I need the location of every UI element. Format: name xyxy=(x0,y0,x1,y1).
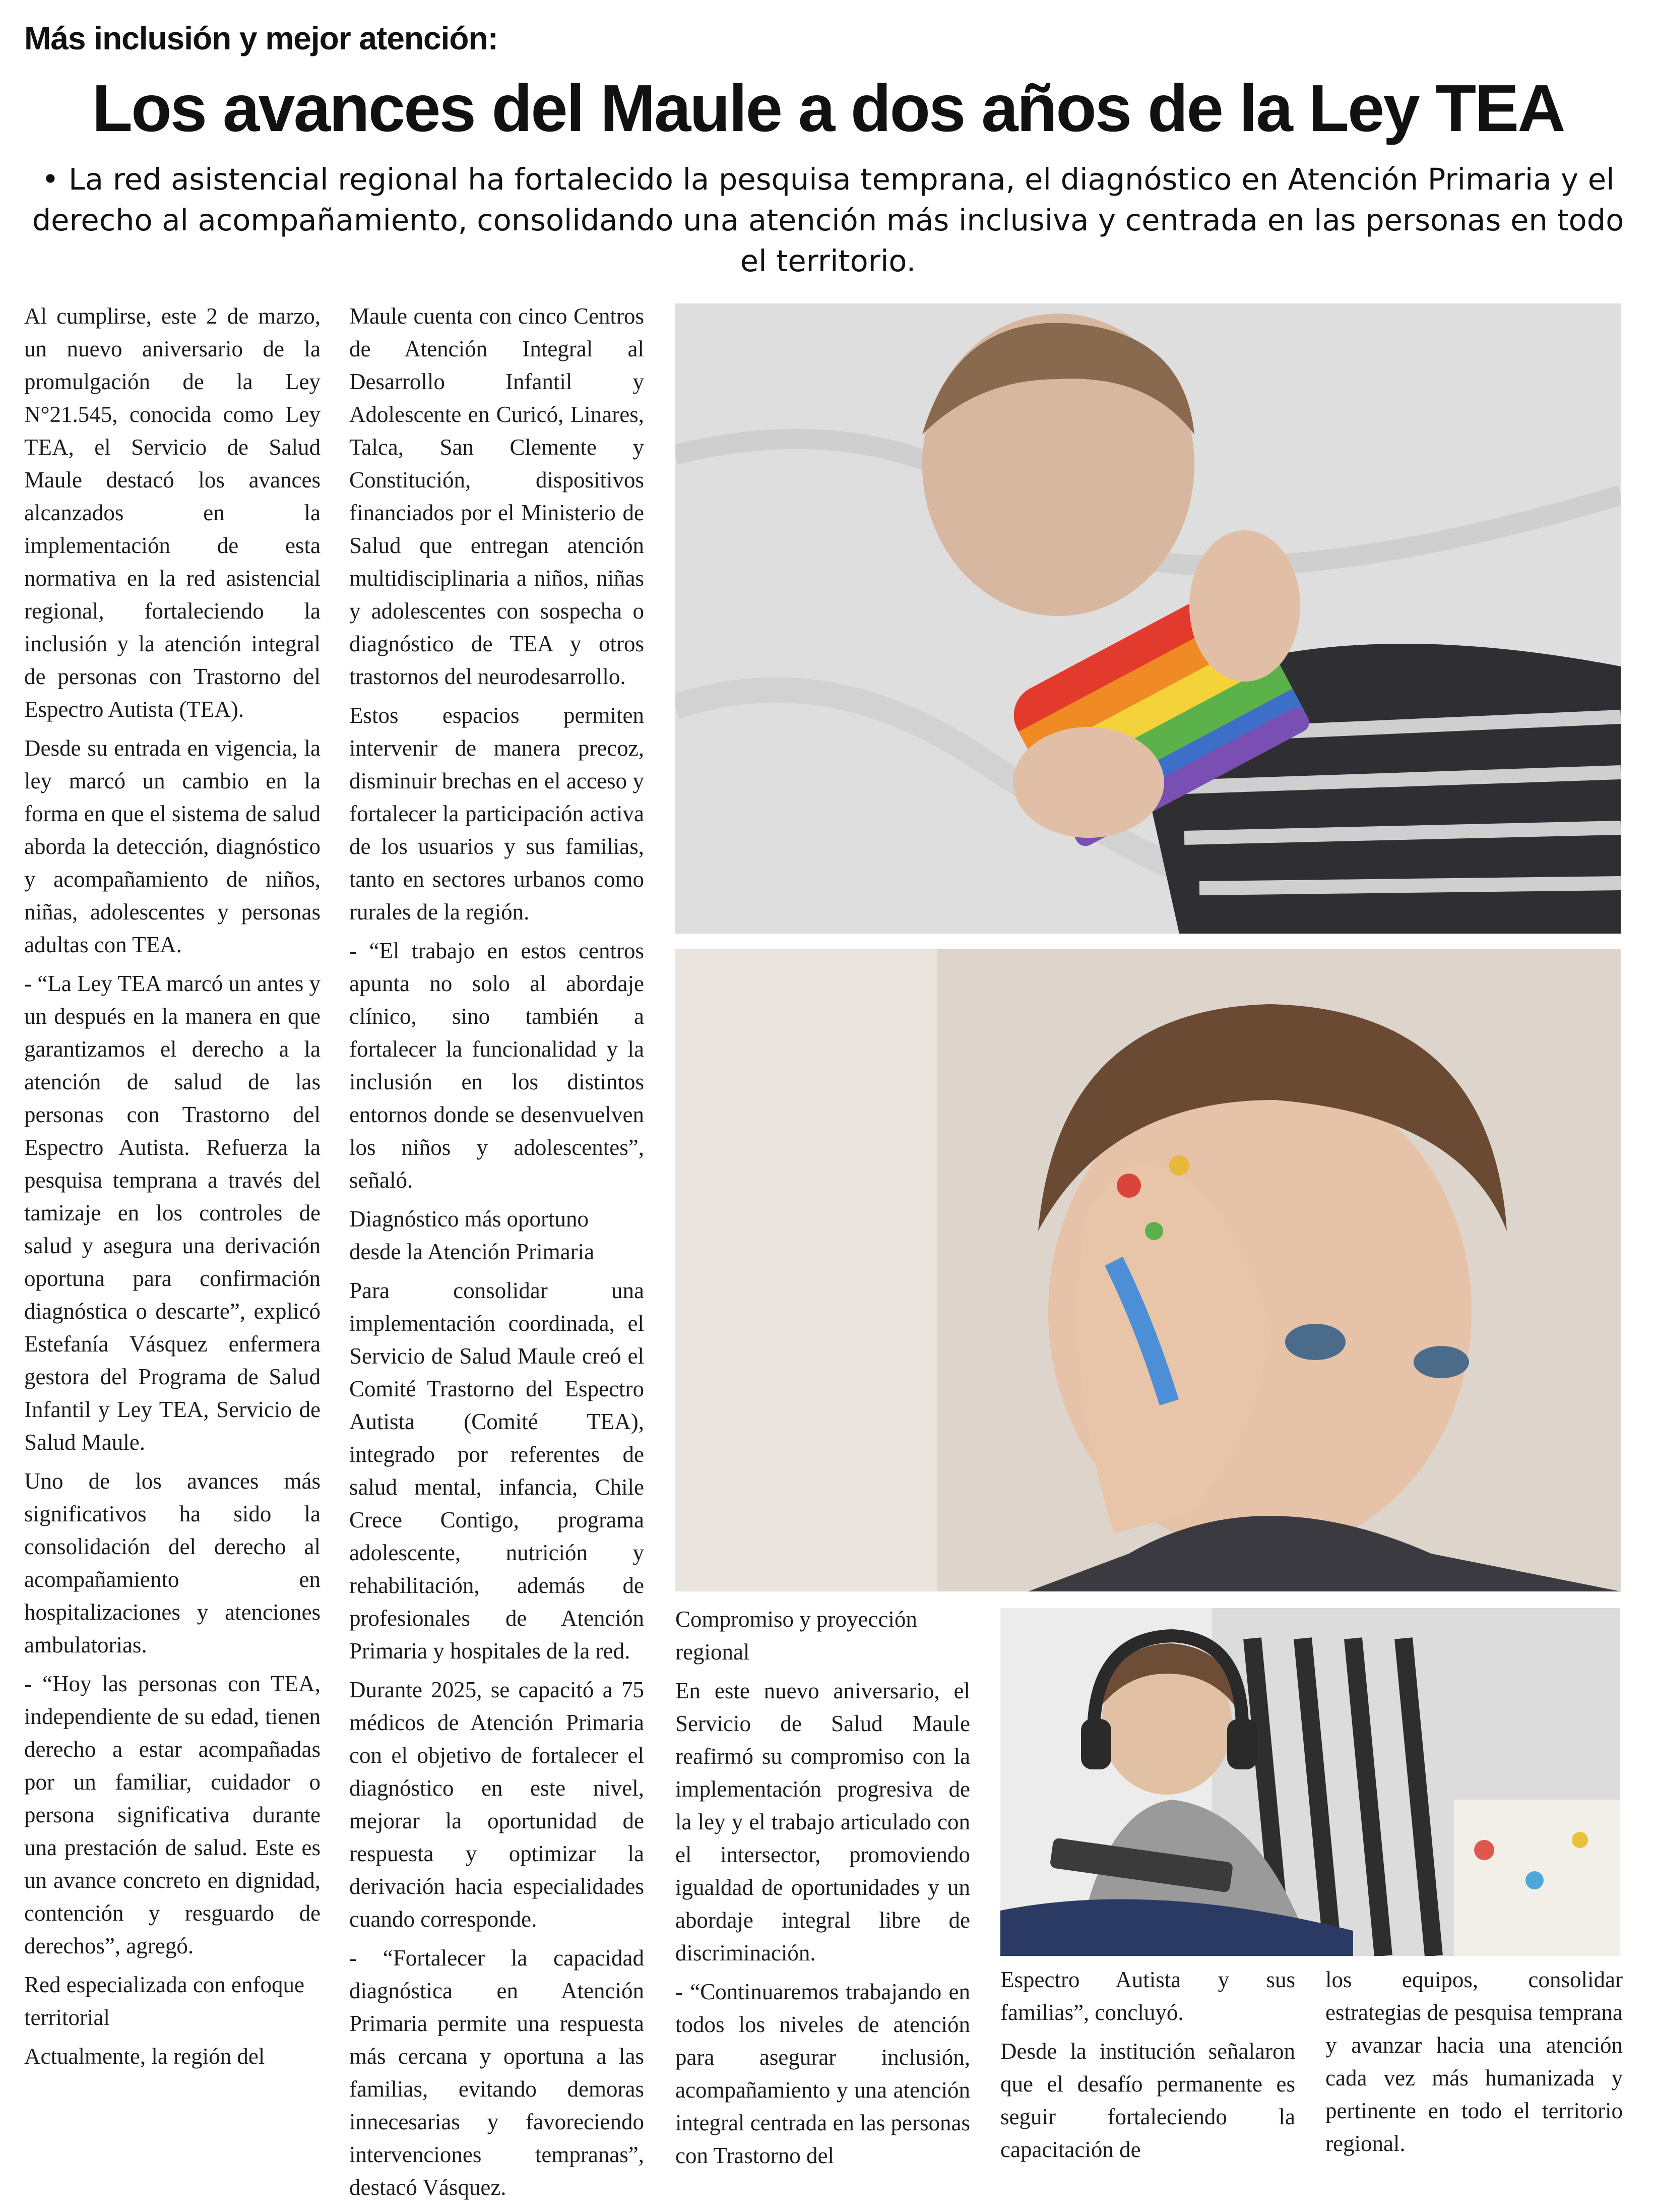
headline: Los avances del Maule a dos años de la Ley TEA xyxy=(92,71,1564,145)
photo-child-painted-hand xyxy=(675,949,1621,1591)
paragraph: Actualmente, la región del xyxy=(24,2044,265,2069)
paragraph: los equipos, consolidar estrategias de pesquisa temprana y avanzar hacia una atención cada vez más humanizada y pertinente en todo el territorio regional. xyxy=(1325,1967,1623,2156)
lead-paragraph: • La red asistencial regional ha fortalecido la pesquisa temprana, el diagnóstico en Atención Primaria y el derecho al acompañamiento, consolidando una atención más inclusiva y centrada en las personas en todo el territorio. xyxy=(32,162,1624,278)
paragraph: Para consolidar una implementación coordinada, el Servicio de Salud Maule creó el Comité Trastorno del Espectro Autista (Comité TEA), integrado por referentes de salud mental, infancia, Chile Crece Contigo, programa adolescente, nutrición y rehabilitación, además de profesionales de Atención Primaria y hospitales de la red. xyxy=(349,1278,644,1664)
paragraph: Desde la institución señalaron que el desafío permanente es seguir fortaleciendo la capacitación de xyxy=(1000,2039,1295,2162)
photo-child-fidget-toy xyxy=(675,303,1621,934)
paragraph: Maule cuenta con cinco Centros de Atención Integral al Desarrollo Infantil y Adolescente en Curicó, Linares, Talca, San Clemente y Constitución, dispositivos financiados por el Ministerio de Salud que entregan atención multidisciplinaria a niños, niñas y adolescentes con sospecha o diagnóstico de TEA y otros trastornos del neurodesarrollo. xyxy=(349,303,644,689)
article-column-3 xyxy=(675,1603,970,2203)
paragraph: - “El trabajo en estos centros apunta no solo al abordaje clínico, sino también a fortalecer la funcionalidad y la inclusión en los distintos entornos donde se desenvuelven los niños y adolescentes”, señaló. xyxy=(349,938,644,1193)
paragraph: - “La Ley TEA marcó un antes y un después en la manera en que garantizamos el derecho a la atención de salud de las personas con Trastorno del Espectro Autista. Refuerza la pesquisa temprana a través del tamizaje en los controles de salud y asegura una derivación oportuna para confirmación diagnóstica o descarte”, explicó Estefanía Vásquez enfermera gestora del Programa de Salud Infantil y Ley TEA, Servicio de Salud Maule. xyxy=(24,971,321,1455)
paragraph: Estos espacios permiten intervenir de manera precoz, disminuir brechas en el acceso y fortalecer la participación activa de los usuarios y sus familias, tanto en sectores urbanos como rurales de la región. xyxy=(349,703,644,925)
article-column-1 xyxy=(24,300,321,2200)
photo-child-headphones-tablet xyxy=(1000,1608,1620,1956)
subheading: Diagnóstico más oportuno desde la Atención Primaria xyxy=(349,1206,595,1264)
photo-child-headphones-tablet-illustration xyxy=(1000,1608,1620,1956)
paragraph: Uno de los avances más significativos ha sido la consolidación del derecho al acompañamiento en hospitalizaciones y atenciones ambulatorias. xyxy=(24,1468,321,1657)
paragraph: Desde su entrada en vigencia, la ley marcó un cambio en la forma en que el sistema de salud aborda la detección, diagnóstico y acompañamiento de niños, niñas, adolescentes y personas adultas con TEA. xyxy=(24,735,321,957)
photo-child-fidget-toy-illustration xyxy=(675,303,1621,934)
article-column-5 xyxy=(1325,1963,1623,2205)
subheading: Compromiso y proyección regional xyxy=(675,1607,917,1665)
paragraph: Durante 2025, se capacitó a 75 médicos de Atención Primaria con el objetivo de fortalecer el diagnóstico en este nivel, mejorar la oportunidad de respuesta y optimizar la derivación hacia especialidades cuando corresponde. xyxy=(349,1677,644,1932)
kicker: Más inclusión y mejor atención: xyxy=(24,20,498,56)
paragraph: - “Continuaremos trabajando en todos los niveles de atención para asegurar inclusión, acompañamiento y una atención integral centrada en las personas con Trastorno del xyxy=(675,1979,970,2168)
paragraph: En este nuevo aniversario, el Servicio de Salud Maule reafirmó su compromiso con la implementación progresiva de la ley y el trabajo articulado con el intersector, promoviendo igualdad de oportunidades y un abordaje integral libre de discriminación. xyxy=(675,1678,970,1965)
paragraph: - “Fortalecer la capacidad diagnóstica en Atención Primaria permite una respuesta más cercana y oportuna a las familias, evitando demoras innecesarias y favoreciendo intervenciones tempranas”, destacó Vásquez. xyxy=(349,1945,644,2200)
article-column-2 xyxy=(349,300,644,2200)
paragraph: Espectro Autista y sus familias”, concluyó. xyxy=(1000,1967,1295,2025)
subheading: Red especializada con enfoque territorial xyxy=(24,1972,304,2030)
photo-child-painted-hand-illustration xyxy=(675,949,1621,1591)
paragraph: Al cumplirse, este 2 de marzo, un nuevo aniversario de la promulgación de la Ley N°21.545, conocida como Ley TEA, el Servicio de Salud Maule destacó los avances alcanzados en la implementación de esta normativa en la red asistencial regional, fortaleciendo la inclusión y la atención integral de personas con Trastorno del Espectro Autista (TEA). xyxy=(24,303,321,722)
paragraph: - “Hoy las personas con TEA, independiente de su edad, tienen derecho a estar acompañadas por un familiar, cuidador o persona significativa durante una prestación de salud. Este es un avance concreto en dignidad, contención y resguardo de derechos”, agregó. xyxy=(24,1671,321,1958)
article-column-4 xyxy=(1000,1963,1295,2205)
